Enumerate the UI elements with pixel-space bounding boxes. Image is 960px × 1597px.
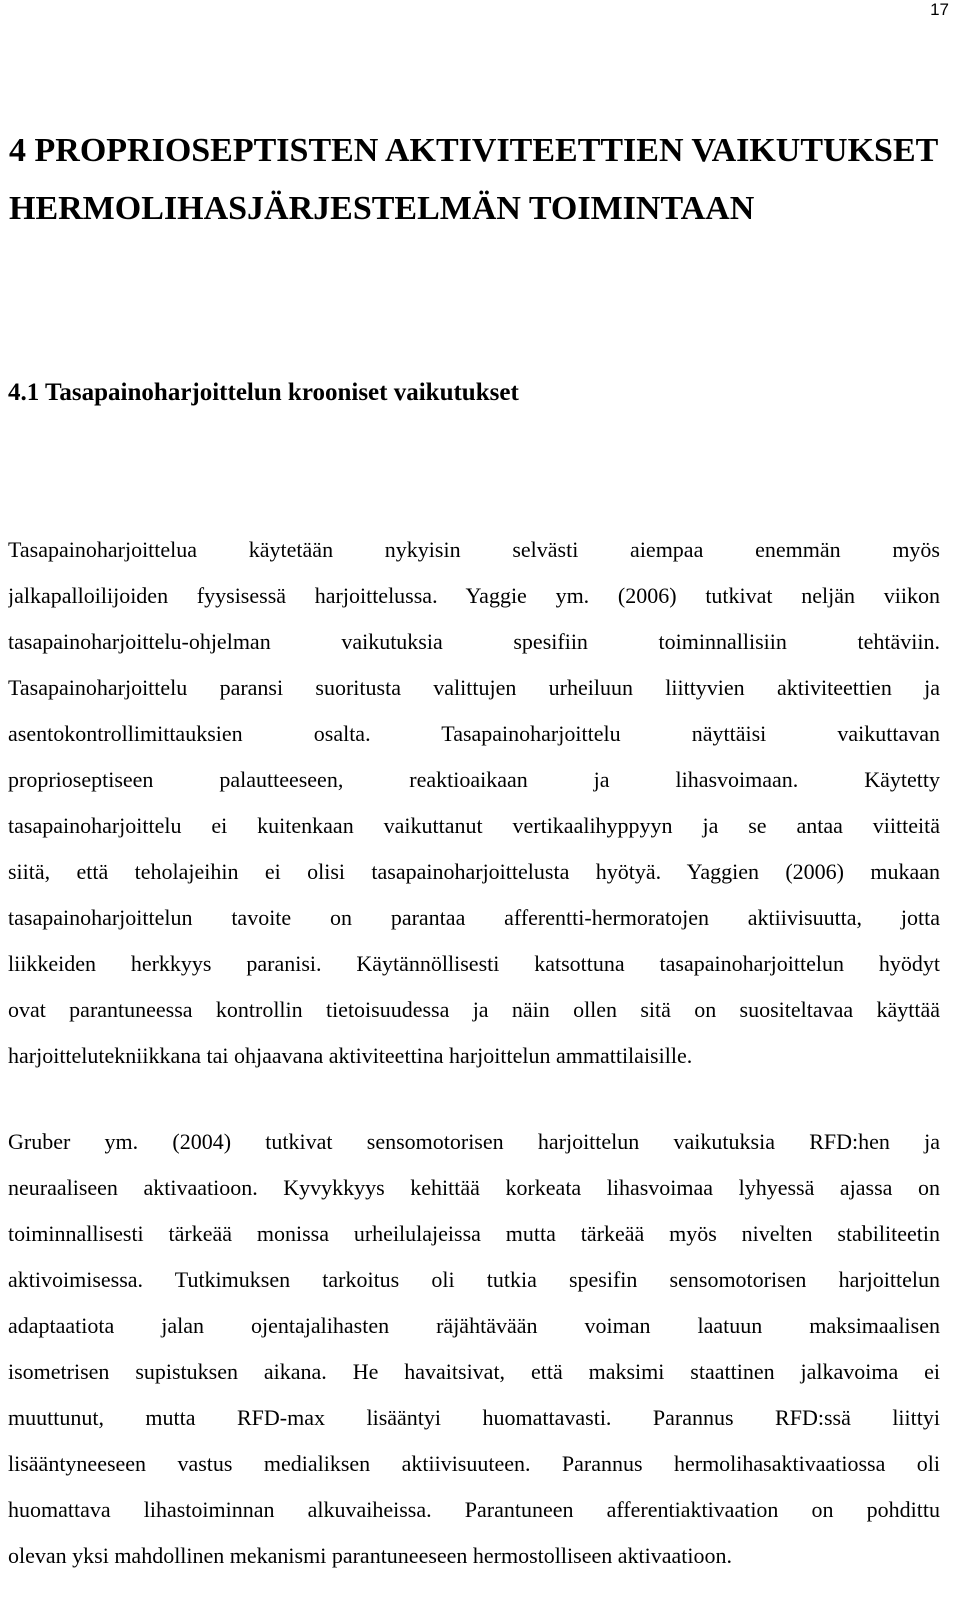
paragraph-line: muuttunut, mutta RFD-max lisääntyi huomattavasti. Parannus RFD:ssä liittyi	[8, 1405, 940, 1430]
paragraph-line: toiminnallisesti tärkeää monissa urheilulajeissa mutta tärkeää myös nivelten stabiliteetin	[8, 1221, 940, 1246]
paragraph-line: Gruber ym. (2004) tutkivat sensomotorisen harjoittelun vaikutuksia RFD:hen ja	[8, 1129, 940, 1154]
paragraph-line: aktivoimisessa. Tutkimuksen tarkoitus oli tutkia spesifin sensomotorisen harjoittelun	[8, 1267, 940, 1292]
paragraph-line: proprioseptiseen palautteeseen, reaktioaikaan ja lihasvoimaan. Käytetty	[8, 767, 940, 792]
paragraph-line: siitä, että teholajeihin ei olisi tasapainoharjoittelusta hyötyä. Yaggien (2006) mukaan	[8, 859, 940, 884]
paragraph-line: isometrisen supistuksen aikana. He havaitsivat, että maksimi staattinen jalkavoima ei	[8, 1359, 940, 1384]
paragraph-line: adaptaatiota jalan ojentajalihasten räjähtävään voiman laatuun maksimaalisen	[8, 1313, 940, 1338]
paragraph-line: tasapainoharjoittelu-ohjelman vaikutuksia spesifiin toiminnallisiin tehtäviin.	[8, 629, 940, 654]
paragraph-line: liikkeiden herkkyys paranisi. Käytännöllisesti katsottuna tasapainoharjoittelun hyödyt	[8, 951, 940, 976]
paragraph-line: lisääntyneeseen vastus medialiksen aktiivisuuteen. Parannus hermolihasaktivaatiossa oli	[8, 1451, 940, 1476]
paragraph-line: jalkapalloilijoiden fyysisessä harjoittelussa. Yaggie ym. (2006) tutkivat neljän viikon	[8, 583, 940, 608]
paragraph-line: ovat parantuneessa kontrollin tietoisuudessa ja näin ollen sitä on suositeltavaa käyttää	[8, 997, 940, 1022]
paragraph-line: tasapainoharjoittelu ei kuitenkaan vaikuttanut vertikaalihyppyyn ja se antaa viitteitä	[8, 813, 940, 838]
chapter-title: 4 PROPRIOSEPTISTEN AKTIVITEETTIEN VAIKUTUKSET HERMOLIHASJÄRJESTELMÄN TOIMINTAAN	[9, 132, 938, 227]
section-title: 4.1 Tasapainoharjoittelun krooniset vaikutukset	[8, 379, 519, 406]
paragraph-line: olevan yksi mahdollinen mekanismi parantuneeseen hermostolliseen aktivaatioon.	[8, 1543, 732, 1568]
paragraph-line: tasapainoharjoittelun tavoite on parantaa afferentti-hermoratojen aktiivisuutta, jotta	[8, 905, 940, 930]
paragraph-line: Tasapainoharjoittelua käytetään nykyisin selvästi aiempaa enemmän myös	[8, 537, 940, 562]
paragraph-line: asentokontrollimittauksien osalta. Tasapainoharjoittelu näyttäisi vaikuttavan	[8, 721, 940, 746]
paragraph-line: huomattava lihastoiminnan alkuvaiheissa. Parantuneen afferentiaktivaation on pohdittu	[8, 1497, 940, 1522]
paragraph-line: Tasapainoharjoittelu paransi suoritusta valittujen urheiluun liittyvien aktiviteettien ja	[8, 675, 940, 700]
paragraph-line: neuraaliseen aktivaatioon. Kyvykkyys kehittää korkeata lihasvoimaa lyhyessä ajassa on	[8, 1175, 940, 1200]
page-number: 17	[930, 0, 949, 19]
paragraph-line: harjoittelutekniikkana tai ohjaavana aktiviteettina harjoittelun ammattilaisille.	[8, 1043, 693, 1068]
